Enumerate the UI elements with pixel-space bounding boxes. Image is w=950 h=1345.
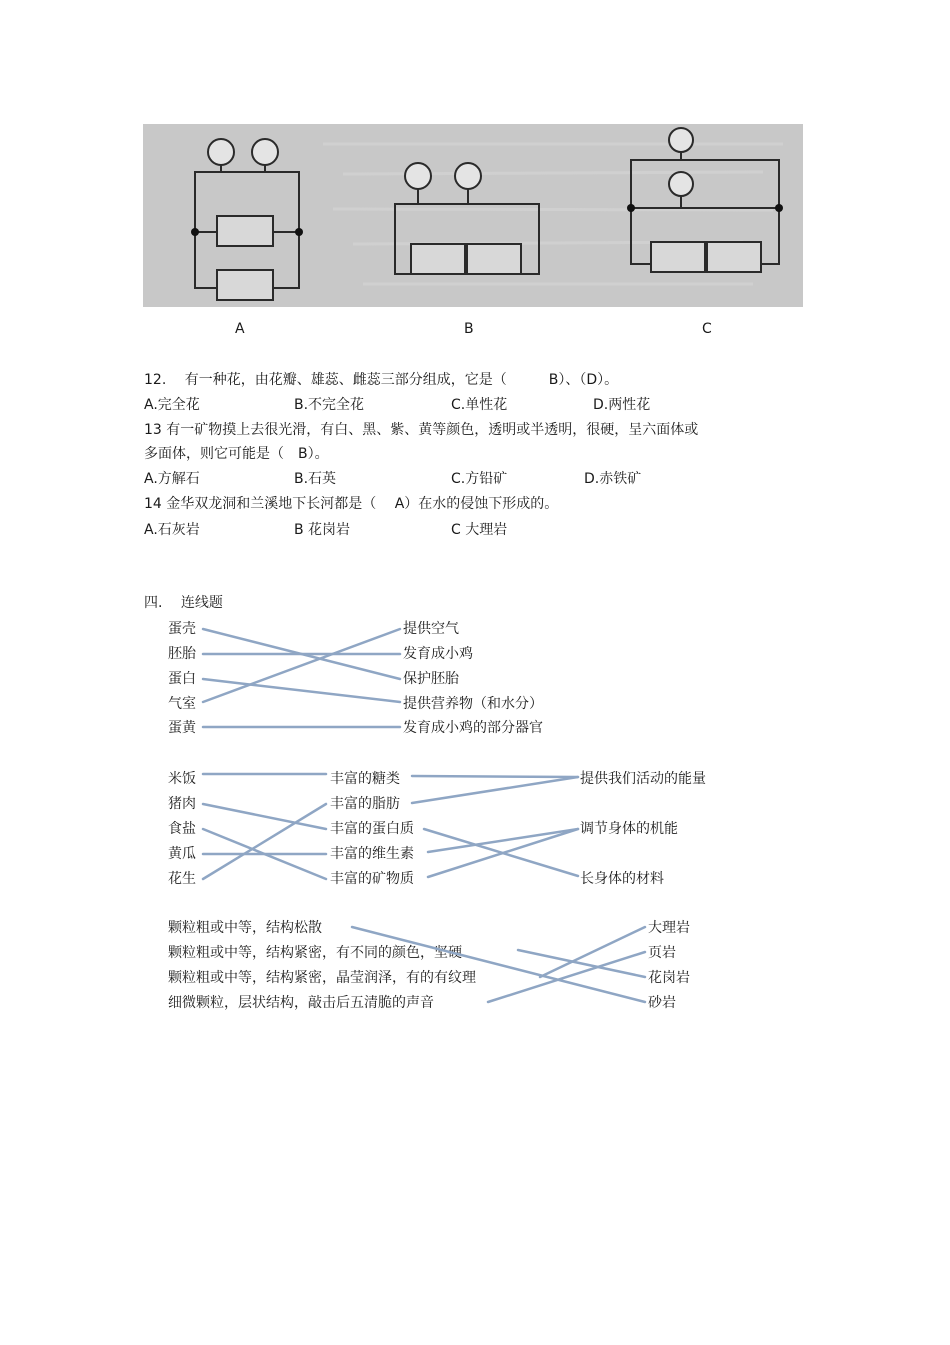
match2-right-2: 长身体的材料 [580, 871, 664, 887]
match2-middle-0: 丰富的糖类 [330, 771, 400, 787]
match1-right-4: 发育成小鸡的部分器官 [403, 720, 543, 736]
match1-left-0: 蛋壳 [168, 621, 196, 637]
q13-stem-line2: 多面体，则它可能是（ B）。 [144, 446, 329, 462]
q12-stem: 12. 有一种花，由花瓣、雄蕊、雌蕊三部分组成，它是（ B）、（D）。 [144, 372, 619, 388]
q14-option-c: C 大理岩 [451, 522, 508, 538]
match2-middle-3: 丰富的维生素 [330, 846, 414, 862]
match2-left-3: 黄瓜 [168, 846, 196, 862]
match2-left-0: 米饭 [168, 771, 196, 787]
match2-middle-4: 丰富的矿物质 [330, 871, 414, 887]
match2-left-2: 食盐 [168, 821, 196, 837]
match2-middle-2: 丰富的蛋白质 [330, 821, 414, 837]
figure-label-b: B [464, 321, 474, 337]
match2-right-1: 调节身体的机能 [580, 821, 678, 837]
match1-right-2: 保护胚胎 [403, 671, 459, 687]
match2-right-0: 提供我们活动的能量 [580, 771, 706, 787]
q13-option-a: A.方解石 [144, 471, 200, 487]
match1-left-4: 蛋黄 [168, 720, 196, 736]
q12-option-a: A.完全花 [144, 397, 200, 413]
q13-option-b: B.石英 [294, 471, 337, 487]
match3-line [352, 927, 645, 1002]
q14-stem: 14 金华双龙洞和兰溪地下长河都是（ A）在水的侵蚀下形成的。 [144, 496, 559, 512]
q12-option-b: B.不完全花 [294, 397, 365, 413]
q14-option-b: B 花岗岩 [294, 522, 351, 538]
figure-label-c: C [702, 321, 712, 337]
q12-option-c: C.单性花 [451, 397, 508, 413]
q12-option-d: D.两性花 [593, 397, 651, 413]
q13-option-d: D.赤铁矿 [584, 471, 642, 487]
match1-right-1: 发育成小鸡 [403, 646, 473, 662]
match3-right-1: 页岩 [648, 945, 676, 961]
match2-middle-1: 丰富的脂肪 [330, 796, 400, 812]
match2-line [412, 777, 578, 803]
match1-left-1: 胚胎 [168, 646, 196, 662]
match1-right-0: 提供空气 [403, 621, 459, 637]
match2-left-4: 花生 [168, 871, 196, 887]
match1-left-3: 气室 [168, 696, 196, 712]
match3-left-1: 颗粒粗或中等，结构紧密，有不同的颜色，坚硬 [168, 945, 462, 961]
figure-label-a: A [235, 321, 245, 337]
match1-right-3: 提供营养物（和水分） [403, 696, 543, 712]
match3-left-3: 细微颗粒，层状结构，敲击后五清脆的声音 [168, 995, 434, 1011]
section4-heading: 四. 连线题 [144, 595, 223, 611]
q13-stem-line1: 13 有一矿物摸上去很光滑，有白、黑、紫、黄等颜色，透明或半透明，很硬，呈六面体或 [144, 422, 699, 438]
match3-left-0: 颗粒粗或中等，结构松散 [168, 920, 322, 936]
match3-right-3: 砂岩 [648, 995, 676, 1011]
match3-left-2: 颗粒粗或中等，结构紧密，晶莹润泽，有的有纹理 [168, 970, 476, 986]
match2-left-1: 猪肉 [168, 796, 196, 812]
q13-option-c: C.方铅矿 [451, 471, 508, 487]
match3-right-0: 大理岩 [648, 920, 690, 936]
match2-line [412, 776, 578, 777]
match3-right-2: 花岗岩 [648, 970, 690, 986]
q14-option-a: A.石灰岩 [144, 522, 200, 538]
match1-left-2: 蛋白 [168, 671, 196, 687]
match2-line [428, 829, 578, 852]
